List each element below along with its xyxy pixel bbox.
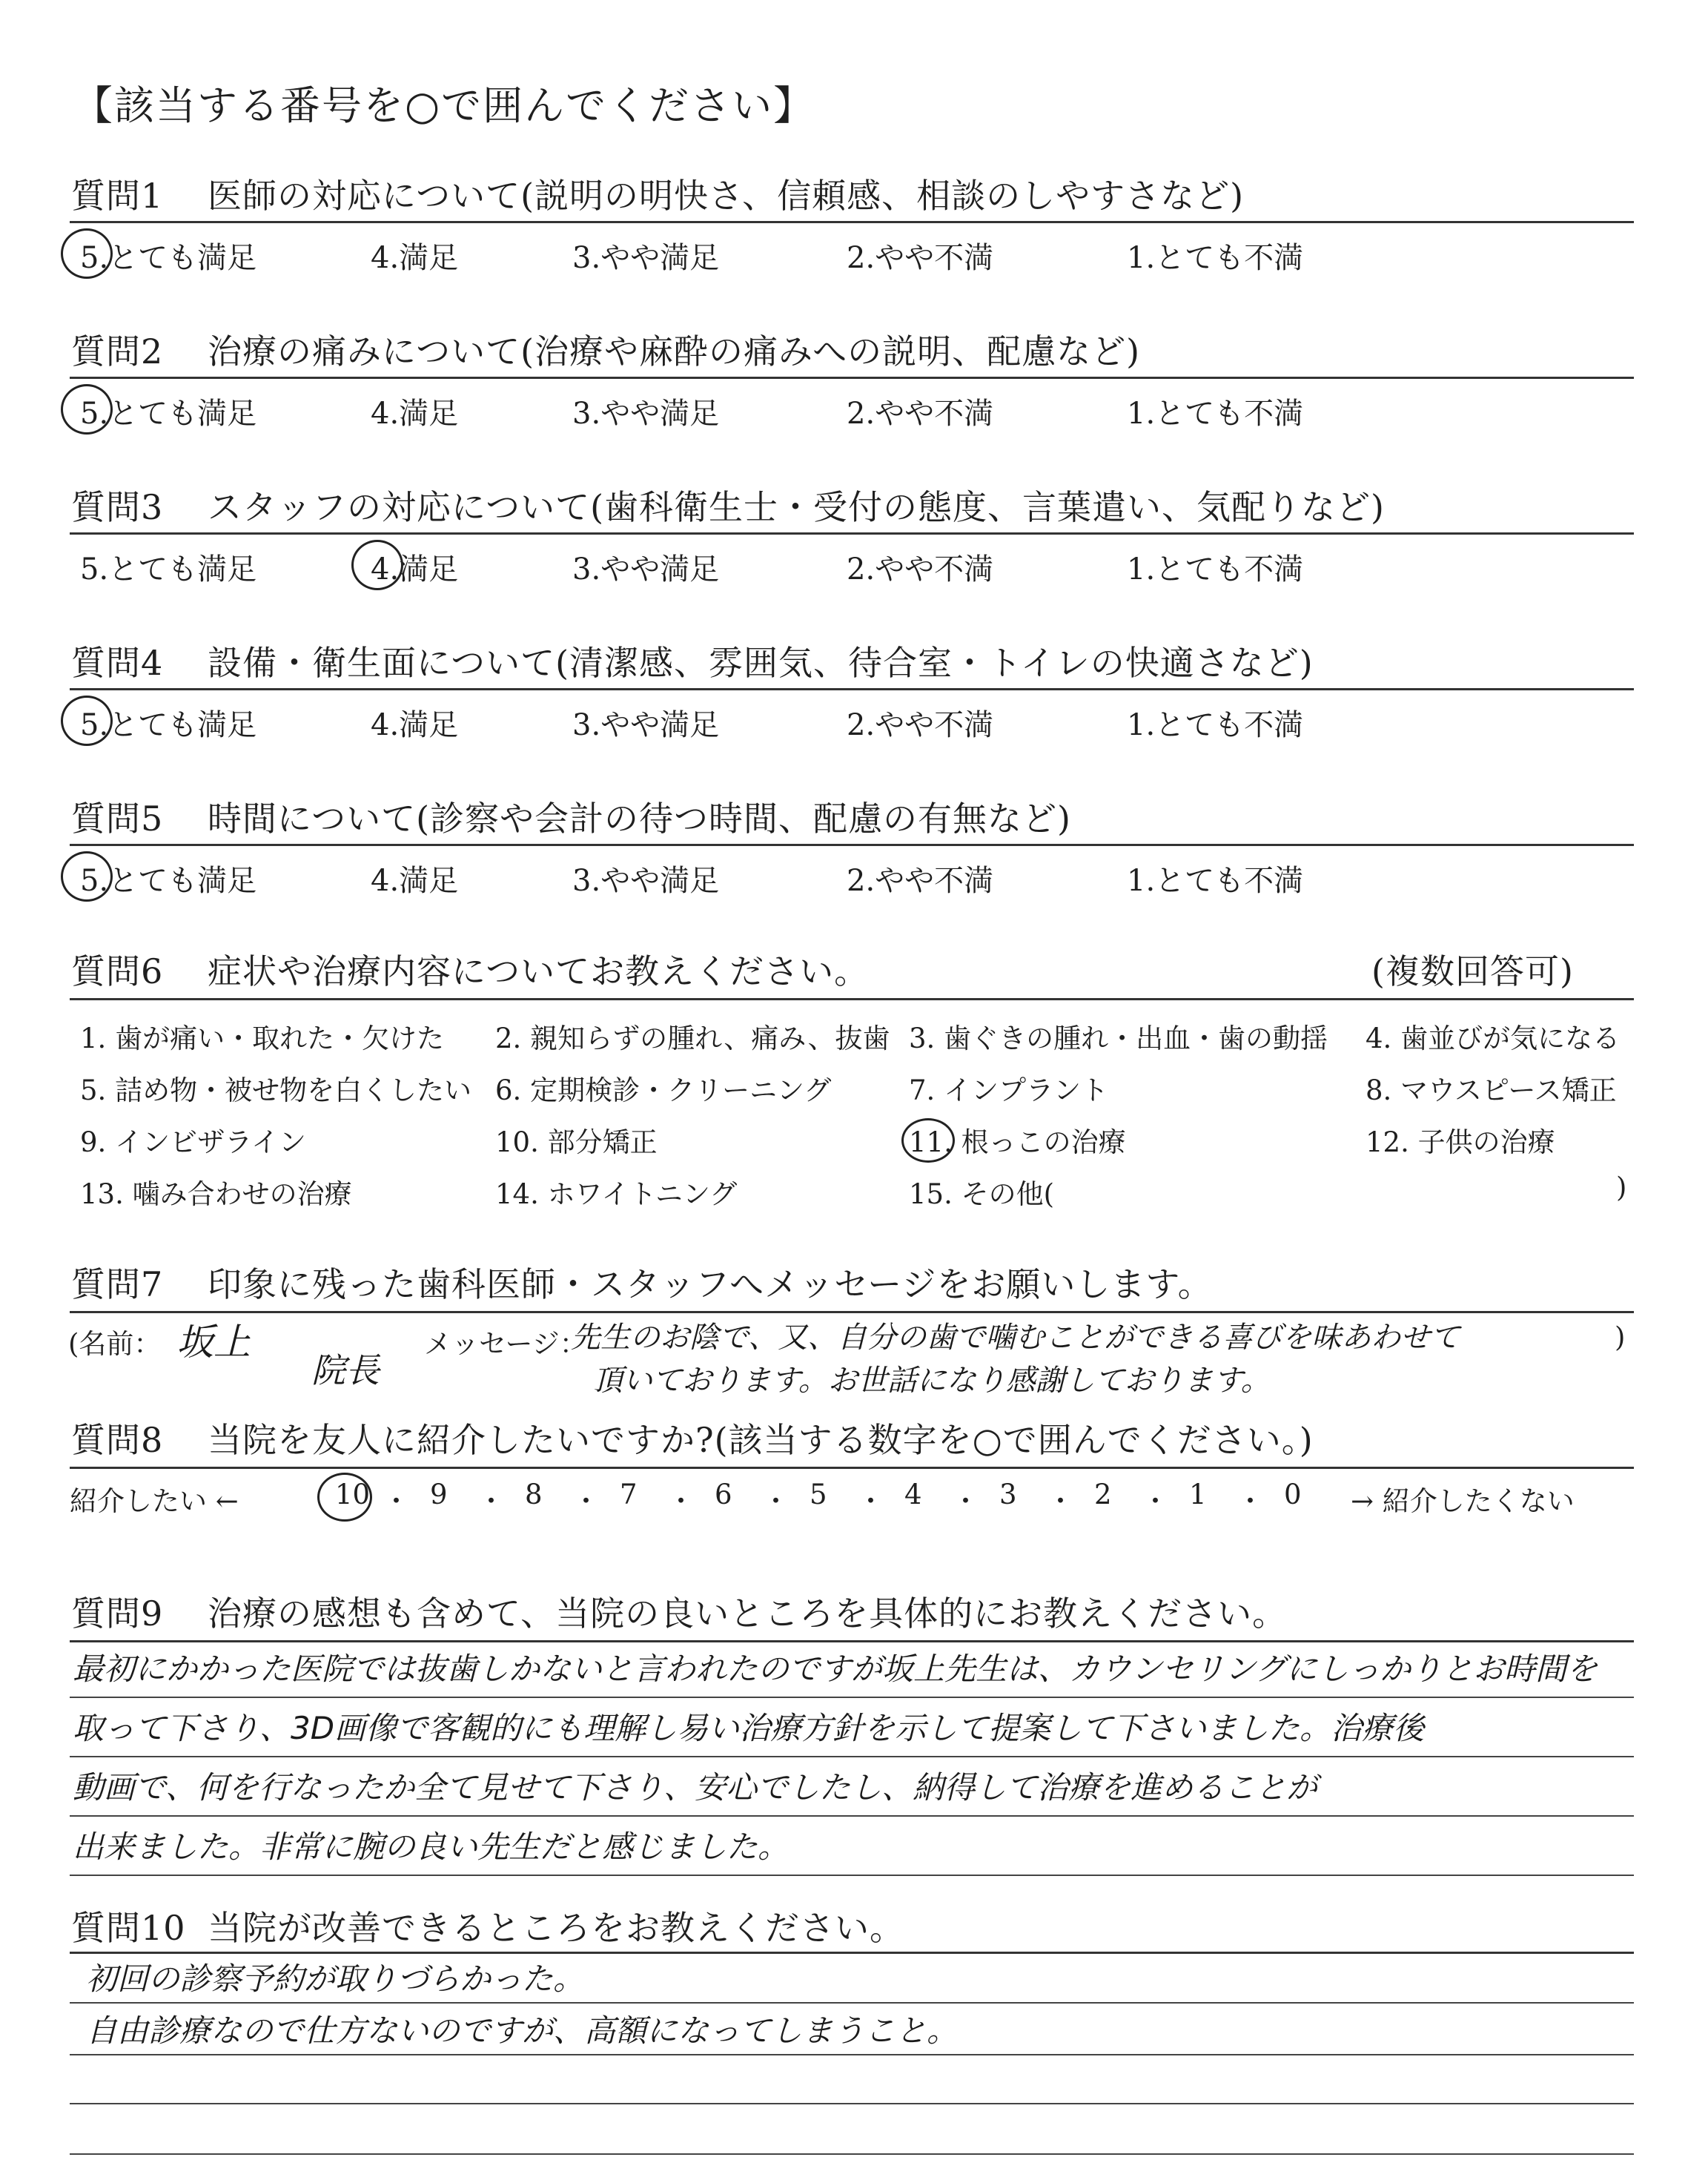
q8-scale-dot: ・ bbox=[952, 1485, 979, 1517]
rating-option[interactable]: 3.やや満足 bbox=[572, 241, 720, 275]
question-label: 質問2 bbox=[71, 331, 164, 371]
question-rule bbox=[70, 377, 1634, 379]
q10-answer-rule bbox=[70, 2103, 1634, 2104]
q6-item[interactable]: 12. 子供の治療 bbox=[1366, 1126, 1555, 1158]
question-rule bbox=[70, 221, 1634, 223]
q6-item[interactable]: 2. 親知らずの腫れ、痛み、抜歯 bbox=[495, 1023, 890, 1054]
q6-item[interactable]: 5. 詰め物・被せ物を白くしたい bbox=[80, 1074, 472, 1106]
rating-option[interactable]: 4.満足 bbox=[371, 241, 459, 275]
q8-scale-dot: ・ bbox=[1142, 1485, 1169, 1517]
q9-answer-rule bbox=[70, 1697, 1634, 1698]
q9-answer-line: 取って下さり、3D画像で客観的にも理解し易い治療方針を示して提案して下さいました。治療後 bbox=[73, 1710, 1425, 1746]
q7-message-line1: 先生のお陰で、又、自分の歯で噛むことができる喜びを味あわせて bbox=[571, 1321, 1460, 1355]
rating-option[interactable]: 1.とても不満 bbox=[1127, 552, 1304, 587]
rating-option[interactable]: 2.やや不満 bbox=[847, 552, 994, 587]
q10-answer-rule bbox=[70, 2054, 1634, 2055]
rating-option[interactable]: 2.やや不満 bbox=[847, 864, 994, 898]
rating-option[interactable]: 4.満足 bbox=[371, 864, 459, 898]
q7-text: 印象に残った歯科医師・スタッフへメッセージをお願いします。 bbox=[208, 1264, 1213, 1304]
q8-scale-value[interactable]: 0 bbox=[1284, 1479, 1302, 1510]
q6-item[interactable]: 3. 歯ぐきの腫れ・出血・歯の動揺 bbox=[909, 1023, 1328, 1054]
q8-scale-value[interactable]: 4 bbox=[904, 1479, 922, 1510]
q6-item[interactable]: 15. その他( bbox=[909, 1178, 1055, 1210]
question-label: 質問4 bbox=[71, 643, 164, 683]
q8-scale-dot: ・ bbox=[383, 1485, 410, 1517]
q6-note: (複数回答可) bbox=[1371, 951, 1574, 991]
q10-answer-line: 初回の診察予約が取りづらかった。 bbox=[86, 1961, 585, 1997]
q7-label: 質問7 bbox=[71, 1264, 164, 1304]
q6-item[interactable]: 8. マウスピース矯正 bbox=[1366, 1074, 1617, 1106]
q8-scale-value[interactable]: 5 bbox=[810, 1479, 827, 1510]
q6-item[interactable]: 11. 根っこの治療 bbox=[909, 1126, 1126, 1158]
q8-scale-value[interactable]: 7 bbox=[620, 1479, 638, 1510]
q6-item[interactable]: 10. 部分矯正 bbox=[495, 1126, 658, 1158]
selected-circle bbox=[61, 696, 113, 746]
q9-answer-line: 出来ました。非常に腕の良い先生だと感じました。 bbox=[73, 1829, 790, 1865]
q8-text: 当院を友人に紹介したいですか?(該当する数字を○で囲んでください。) bbox=[208, 1420, 1314, 1460]
q8-scale-value[interactable]: 9 bbox=[430, 1479, 448, 1510]
rating-option[interactable]: 4.満足 bbox=[371, 397, 459, 431]
q8-scale-dot: ・ bbox=[667, 1485, 695, 1517]
question-label: 質問5 bbox=[71, 799, 164, 839]
q8-scale-value[interactable]: 2 bbox=[1094, 1479, 1112, 1510]
q7-message-label: メッセージ： bbox=[424, 1328, 587, 1360]
q8-right-label: → 紹介したくない bbox=[1351, 1485, 1575, 1517]
q9-answer-rule bbox=[70, 1756, 1634, 1757]
q8-rule bbox=[70, 1467, 1634, 1469]
q9-text: 治療の感想も含めて、当院の良いところを具体的にお教えください。 bbox=[208, 1593, 1288, 1634]
q7-name-value: 坂上 bbox=[176, 1321, 251, 1364]
rating-option[interactable]: 5.とても満足 bbox=[80, 241, 257, 275]
q9-rule bbox=[70, 1640, 1634, 1642]
rating-option[interactable]: 3.やや満足 bbox=[572, 708, 720, 742]
q6-text: 症状や治療内容についてお教えください。 bbox=[208, 951, 870, 991]
q6-item[interactable]: 6. 定期検診・クリーニング bbox=[495, 1074, 832, 1106]
q6-item[interactable]: 7. インプラント bbox=[909, 1074, 1109, 1106]
rating-option[interactable]: 3.やや満足 bbox=[572, 864, 720, 898]
q6-item[interactable]: 14. ホワイトニング bbox=[495, 1178, 738, 1210]
q8-scale-dot: ・ bbox=[762, 1485, 790, 1517]
question-text: 治療の痛みについて(治療や麻酔の痛みへの説明、配慮など) bbox=[208, 331, 1141, 371]
selected-circle bbox=[61, 384, 113, 435]
q8-scale-dot: ・ bbox=[572, 1485, 600, 1517]
q9-label: 質問9 bbox=[71, 1593, 164, 1634]
q10-answer-rule bbox=[70, 2153, 1634, 2155]
q10-text: 当院が改善できるところをお教えください。 bbox=[208, 1908, 904, 1948]
rating-option[interactable]: 3.やや満足 bbox=[572, 552, 720, 587]
q6-item[interactable]: 4. 歯並びが気になる bbox=[1366, 1023, 1621, 1054]
q10-label: 質問10 bbox=[71, 1908, 186, 1948]
rating-option[interactable]: 1.とても不満 bbox=[1127, 708, 1304, 742]
q8-scale-value[interactable]: 10 bbox=[335, 1479, 371, 1510]
q9-answer-rule bbox=[70, 1815, 1634, 1817]
q8-scale-dot: ・ bbox=[857, 1485, 884, 1517]
question-rule bbox=[70, 844, 1634, 846]
q8-scale-value[interactable]: 1 bbox=[1189, 1479, 1207, 1510]
rating-option[interactable]: 2.やや不満 bbox=[847, 708, 994, 742]
q7-message-line2: 頂いております。お世話になり感謝しております。 bbox=[593, 1364, 1271, 1398]
q8-scale-value[interactable]: 3 bbox=[999, 1479, 1017, 1510]
q6-item[interactable]: 1. 歯が痛い・取れた・欠けた bbox=[80, 1023, 445, 1054]
rating-option[interactable]: 5.とても満足 bbox=[80, 552, 257, 587]
rating-option[interactable]: 4.満足 bbox=[371, 708, 459, 742]
rating-option[interactable]: 1.とても不満 bbox=[1127, 241, 1304, 275]
q8-scale-dot: ・ bbox=[1047, 1485, 1074, 1517]
q9-answer-rule bbox=[70, 1875, 1634, 1876]
question-rule bbox=[70, 532, 1634, 535]
q6-label: 質問6 bbox=[71, 951, 164, 991]
q7-name-label: (名前： bbox=[68, 1328, 162, 1360]
question-text: スタッフの対応について(歯科衛生士・受付の態度、言葉遣い、気配りなど) bbox=[208, 487, 1385, 527]
q7-rule bbox=[70, 1311, 1634, 1313]
question-label: 質問1 bbox=[71, 176, 164, 216]
q6-rule bbox=[70, 998, 1634, 1000]
q9-answer-line: 最初にかかった医院では抜歯しかないと言われたのですが坂上先生は、カウンセリングにしっかりとお時間を bbox=[73, 1651, 1598, 1687]
q10-answer-line: 自由診療なので仕方ないのですが、高額になってしまうこと。 bbox=[86, 2012, 959, 2049]
selected-circle bbox=[61, 228, 113, 279]
selected-circle bbox=[61, 851, 113, 902]
rating-option[interactable]: 2.やや不満 bbox=[847, 397, 994, 431]
q6-item[interactable]: 13. 噛み合わせの治療 bbox=[80, 1178, 352, 1210]
q7-name-value-2: 院長 bbox=[311, 1350, 380, 1390]
rating-option[interactable]: 5.とても満足 bbox=[80, 708, 257, 742]
q8-left-label: 紹介したい ← bbox=[70, 1485, 239, 1517]
selected-circle bbox=[351, 540, 403, 590]
rating-option[interactable]: 3.やや満足 bbox=[572, 397, 720, 431]
q6-item[interactable]: ) bbox=[1616, 1172, 1627, 1203]
page-title: 【該当する番号を○で囲んでください】 bbox=[73, 82, 815, 129]
q8-scale-value[interactable]: 8 bbox=[525, 1479, 543, 1510]
q9-answer-line: 動画で、何を行なったか全て見せて下さり、安心でしたし、納得して治療を進めることが bbox=[73, 1769, 1318, 1806]
rating-option[interactable]: 4.満足 bbox=[371, 552, 459, 587]
q10-answer-rule bbox=[70, 2002, 1634, 2004]
question-text: 時間について(診察や会計の待つ時間、配慮の有無など) bbox=[208, 799, 1071, 839]
question-rule bbox=[70, 688, 1634, 690]
rating-option[interactable]: 2.やや不満 bbox=[847, 241, 994, 275]
rating-option[interactable]: 5.とても満足 bbox=[80, 864, 257, 898]
rating-option[interactable]: 1.とても不満 bbox=[1127, 864, 1304, 898]
q8-scale-value[interactable]: 6 bbox=[715, 1479, 732, 1510]
q8-scale-dot: ・ bbox=[477, 1485, 505, 1517]
q8-scale-dot: ・ bbox=[1237, 1485, 1264, 1517]
q10-rule bbox=[70, 1952, 1634, 1954]
rating-option[interactable]: 5.とても満足 bbox=[80, 397, 257, 431]
question-text: 医師の対応について(説明の明快さ、信頼感、相談のしやすさなど) bbox=[208, 176, 1245, 216]
q7-close: ) bbox=[1615, 1321, 1626, 1353]
rating-option[interactable]: 1.とても不満 bbox=[1127, 397, 1304, 431]
question-text: 設備・衛生面について(清潔感、雰囲気、待合室・トイレの快適さなど) bbox=[208, 643, 1314, 683]
q8-label: 質問8 bbox=[71, 1420, 164, 1460]
q6-item[interactable]: 9. インビザライン bbox=[80, 1126, 306, 1158]
question-label: 質問3 bbox=[71, 487, 164, 527]
